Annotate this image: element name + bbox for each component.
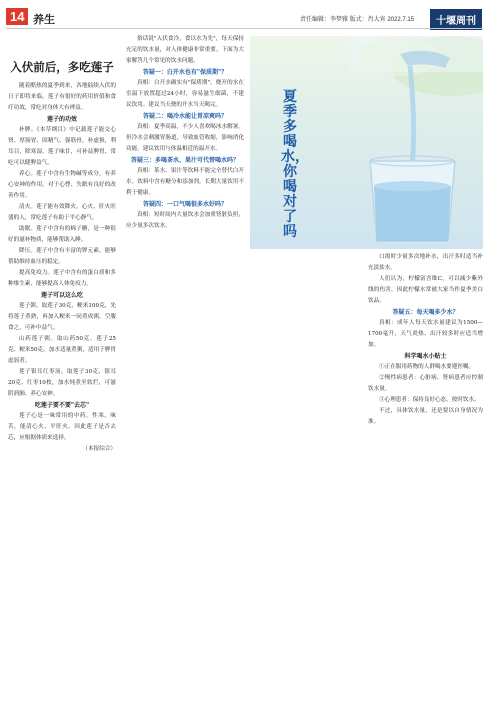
- paragraph: 口渴时少量多次地补水，出汗多时适当补充淡盐水。: [368, 254, 483, 271]
- question-heading: 答疑三：多喝茶水、果汁可代替喝水吗？: [130, 157, 239, 164]
- paragraph: 清火。莲子能有效降火。心火、肝火旺盛的人，常吃莲子有助于平心静气。: [8, 204, 116, 221]
- answer-paragraph: 真相：夏季高温，不少人喜欢喝冰水解暑。但冷水会刺激胃肠道，导致血管收缩，影响消化功能。建议饮用与体温相近的温开水。: [126, 124, 244, 152]
- subheading-core: 吃莲子要不要"去芯": [34, 402, 90, 409]
- answer-paragraph: 真相：成年人每天饮水量建议为1500—1700毫升，天气炎热、出汗较多时应适当增加。: [368, 320, 483, 348]
- paragraph: 莲子心是一味常用的中药，性寒，味苦，能清心火、平肝火。因此莲子是否去芯，应根据体质来选择。: [8, 413, 116, 441]
- tip-item: ③心理患者：保持良好心态，按时饮水。: [379, 397, 480, 403]
- page-number: 14: [6, 8, 28, 25]
- lead-paragraph: 俗话说"入伏食冷，食以水为先"，每天保持充足的饮水量，对人体健康非常重要。下面为大家解答几个常见的饮水问题。: [126, 36, 244, 64]
- editor-meta: 责任编辑：李梦雅 版式：肖大宵 2022.7.15: [300, 17, 415, 23]
- paragraph: 莲子银耳红枣汤。取莲子30克、银耳20克、红枣10枚，加水炖煮至软烂，可滋阴润肺、养心安神。: [8, 369, 116, 397]
- paragraph: 莲子粥。取莲子30克、粳米100克，先将莲子煮熟，再加入粳米一同煮成粥，空腹食之，可补中益气。: [8, 303, 116, 331]
- section-name: 养生: [33, 14, 55, 26]
- answer-paragraph: 真相：白开水确实有"保质期"。烧开的水在室温下放置超过24小时，容易滋生细菌，不建议饮用。建议当天烧的开水当天喝完。: [126, 80, 244, 108]
- tip-item: ①正在服用药物的人群喝水要遵医嘱。: [379, 364, 475, 370]
- page-header: [0, 0, 489, 28]
- answer-paragraph: 真相：短时间内大量饮水会加重肾脏负担，应少量多次饮水。: [126, 212, 244, 229]
- paragraph: 降压。莲子中含有丰富的钾元素，能够帮助维持血压的稳定。: [8, 248, 116, 265]
- tip-item: ②慢性病患者：心脏病、肾病患者应控制饮水量。: [368, 375, 483, 392]
- intro-paragraph: 随着酷热的夏季到来，各地陆续入伏的日子即将来临。莲子有很好的药用价值和食疗功效，常吃对身体大有裨益。: [8, 83, 116, 111]
- paragraph: 提高免疫力。莲子中含有的蛋白质和多种维生素，能够提高人体免疫力。: [8, 270, 116, 287]
- answer-paragraph: 真相：茶水、果汁等饮料不能完全替代白开水。饮料中含有糖分和添加剂，长期大量饮用不利于健康。: [126, 168, 244, 196]
- photo-vertical-title: 夏季多喝水，你喝对了吗: [281, 89, 309, 240]
- article-water-middle: [126, 34, 244, 232]
- paragraph: 助眠。莲子中含有的棉子糖，是一种很好的滋补物质，能够帮助入睡。: [8, 226, 116, 243]
- brand-logo: 十堰周刊: [430, 9, 482, 30]
- article-water-right: [368, 252, 483, 428]
- subheading-recipes: 莲子可以这么吃: [40, 292, 83, 299]
- credit-line: （本报综合）: [82, 446, 116, 452]
- article-lotus-seeds: [8, 34, 116, 455]
- paragraph: 人们认为，柠檬富含维C，可以减少紫外线的伤害，因此柠檬水常被大家当作夏季美白饮品。: [368, 276, 483, 304]
- subheading-effects: 莲子的功效: [46, 116, 77, 123]
- question-heading: 答疑五：每天喝多少水？: [392, 309, 459, 316]
- paragraph: 补脾。《本草纲目》中记载莲子能交心肾、厚肠胃、固精气、强筋骨，补虚损，利耳目，除寒湿。莲子味甘，可补益脾胃，常吃可以健脾益气。: [8, 127, 116, 166]
- paragraph: 养心。莲子中含有生物碱等成分，有养心安神的作用，对于心悸、失眠有良好的改善作用。: [8, 171, 116, 199]
- question-heading: 答疑二：喝冷水能让胃凉爽吗？: [142, 113, 227, 120]
- article-headline: 入伏前后，多吃莲子: [10, 60, 114, 74]
- question-heading: 答疑四：一口气喝很多水好吗？: [142, 201, 227, 208]
- tips-heading: 科学喝水小贴士: [404, 353, 447, 360]
- question-heading: 答疑一：白开水也有"保质期"？: [142, 69, 228, 76]
- paragraph: 山药莲子粥。取山药50克、莲子25克、粳米50克，加水适量煮粥，适用于脾胃虚弱者。: [8, 336, 116, 364]
- header-divider: [6, 28, 483, 29]
- closing-paragraph: 不过，具体饮水量，还是要以自身情况为准。: [368, 408, 483, 425]
